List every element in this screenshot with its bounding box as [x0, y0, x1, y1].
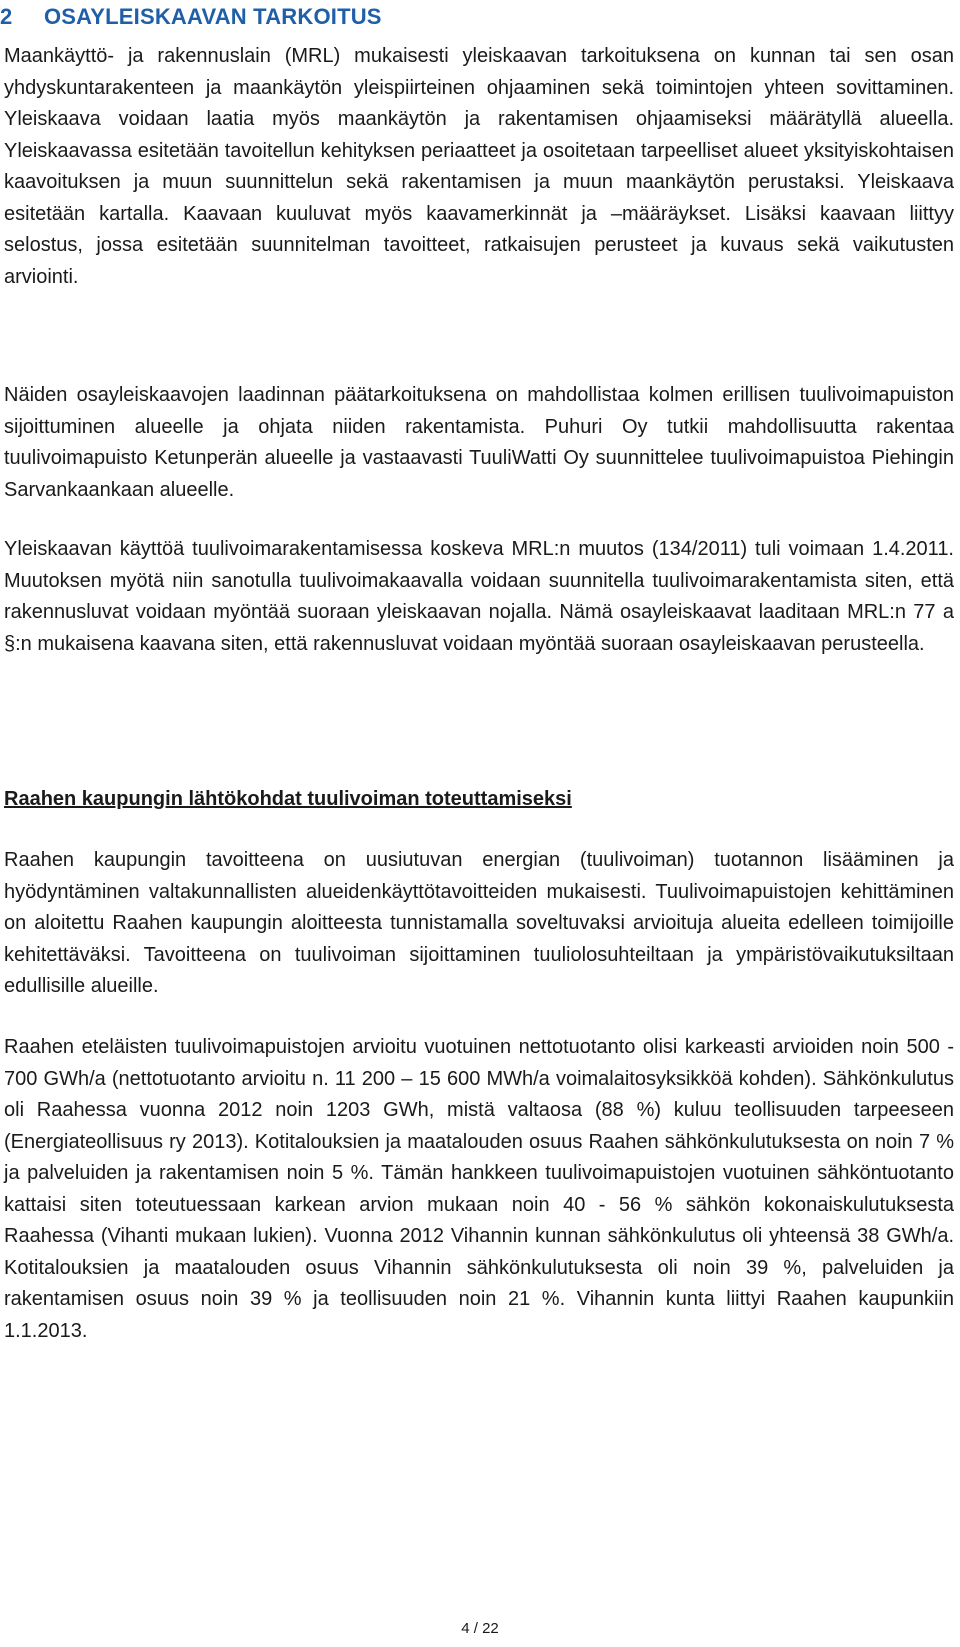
section-number: 2 [0, 4, 13, 29]
paragraph-law-change: Yleiskaavan käyttöä tuulivoimarakentamisessa koskeva MRL:n muutos (134/2011) tuli voimaan 1.4.2011. Muutoksen myötä niin sanotulla tuulivoimakaavalla voidaan suunnitella tuulivoimarakentamista siten, että rakennusluvat voidaan myöntää suoraan yleiskaavan nojalla. Nämä osayleiskaavat laaditaan MRL:n 77 a §:n mukaisena kaavana siten, että rakennusluvat voidaan myöntää suoraan osayleiskaavan perusteella. [4, 538, 954, 655]
paragraph-main-purpose: Näiden osayleiskaavojen laadinnan päätarkoituksena on mahdollistaa kolmen erillisen tuulivoimapuiston sijoittuminen alueelle ja ohjata niiden rakentamista. Puhuri Oy tutkii mahdollisuutta rakentaa tuulivoimapuisto Ketunperän alueelle ja vastaavasti TuuliWatti Oy suunnittelee tuulivoimapuistoa Piehingin Sarvankaankaan alueelle. [4, 384, 954, 501]
section-heading [0, 4, 382, 30]
paragraph-raahe-goals: Raahen kaupungin tavoitteena on uusiutuvan energian (tuulivoiman) tuotannon lisääminen ja hyödyntäminen valtakunnallisten alueidenkäyttötavoitteiden mukaisesti. Tuulivoimapuistojen kehittäminen on aloitettu Raahen kaupungin aloitteesta tunnistamalla soveltuvaksi arvioituja alueita edelleen toimijoille kehitettäväksi. Tavoitteena on tuulivoiman sijoittaminen tuuliolosuhteiltaan ja ympäristövaikutuksiltaan edullisille alueille. [4, 849, 954, 997]
paragraph-energy-production: Raahen eteläisten tuulivoimapuistojen arvioitu vuotuinen nettotuotanto olisi karkeasti arvioiden noin 500 - 700 GWh/a (nettotuotanto arvioitu n. 11 200 – 15 600 MWh/a voimalaitosyksikköä kohden). Sähkönkulutus oli Raahessa vuonna 2012 noin 1203 GWh, mistä valtaosa (88 %) kuluu teollisuuden tarpeeseen (Energiateollisuus ry 2013). Kotitalouksien ja maatalouden osuus Raahen sähkönkulutuksesta on noin 7 % ja palveluiden ja rakentamisen noin 5 %. Tämän hankkeen tuulivoimapuistojen vuotuinen sähköntuotanto kattaisi siten toteutuessaan karkean arvion mukaan noin 40 - 56 % sähkön kokonaiskulutuksesta Raahessa (Vihanti mukaan lukien). Vuonna 2012 Vihannin kunnan sähkönkulutus oli yhteensä 38 GWh/a. Kotitalouksien ja maatalouden osuus Vihannin sähkönkulutuksesta oli noin 39 %, palveluiden ja rakentamisen osuus noin 39 % ja teollisuuden noin 21 %. Vihannin kunta liittyi Raahen kaupunkiin 1.1.2013. [4, 1036, 954, 1342]
page-number: 4 / 22 [461, 1620, 499, 1637]
subsection-heading: Raahen kaupungin lähtökohdat tuulivoiman toteuttamiseksi [4, 788, 572, 810]
intro-text-block [4, 41, 954, 293]
energy-production-text-block [4, 1032, 954, 1347]
section-title: OSAYLEISKAAVAN TARKOITUS [44, 4, 382, 29]
purpose-text-block [4, 380, 954, 506]
law-change-text-block [4, 534, 954, 660]
paragraph-mrl-purpose: Maankäyttö- ja rakennuslain (MRL) mukaisesti yleiskaavan tarkoituksena on kunnan tai sen osan yhdyskuntarakenteen ja maankäytön yleispiirteinen ohjaaminen sekä toimintojen yhteen sovittaminen. Yleiskaava voidaan laatia myös maankäytön ja rakentamisen ohjaamiseksi määrätyllä alueella. Yleiskaavassa esitetään tavoitellun kehityksen periaatteet ja osoitetaan tarpeelliset alueet yksityiskohtaisen kaavoituksen ja muun suunnittelun sekä rakentamisen ja muun maankäytön perustaksi. Yleiskaava esitetään kartalla. Kaavaan kuuluvat myös kaavamerkinnät ja –määräykset. Lisäksi kaavaan liittyy selostus, jossa esitetään suunnitelman tavoitteet, ratkaisujen perusteet ja kuvaus sekä vaikutusten arviointi. [4, 45, 954, 288]
raahe-goals-text-block [4, 845, 954, 1003]
